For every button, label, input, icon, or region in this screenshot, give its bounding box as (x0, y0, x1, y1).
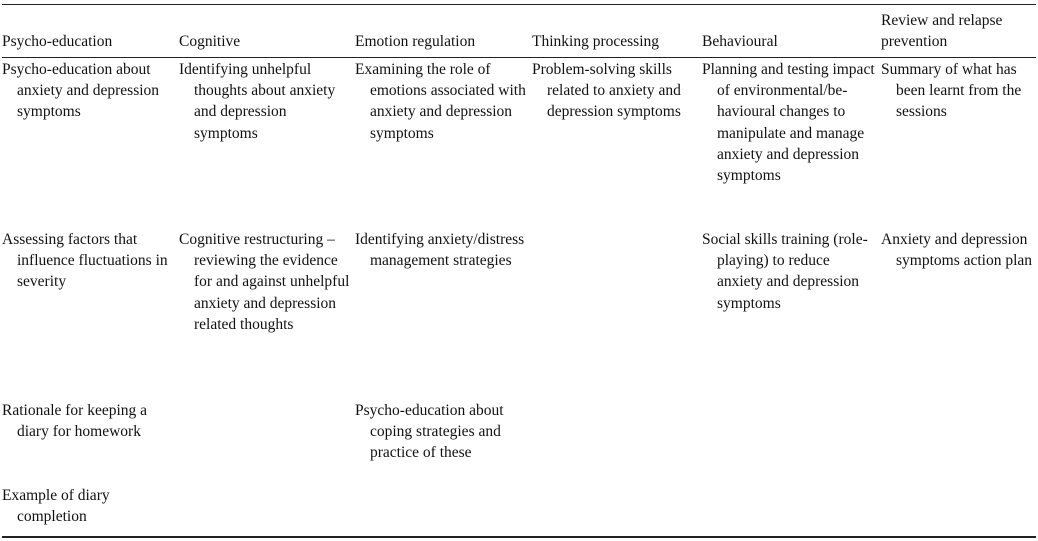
table-cell: Identifying unhelpful thoughts about anxiety and depression symptoms (179, 61, 336, 142)
table-cell: Psycho-education about anxiety and depression symptoms (2, 61, 160, 121)
column-header-cognitive: Cognitive (179, 33, 241, 50)
table-header-rule (2, 57, 1036, 58)
table-cell: Problem-solving skills related to anxiety and depression symptoms (532, 61, 681, 121)
column-header-psycho-education: Psycho-education (2, 33, 113, 50)
table-bottom-rule (2, 536, 1036, 538)
column-header-behavioural: Behavioural (702, 33, 778, 50)
table-cell: Rationale for keeping a diary for homework (2, 402, 148, 441)
table-cell: Anxiety and depression symptoms action plan (881, 231, 1033, 270)
table-cell: Identifying anxiety/distress management strategies (355, 231, 525, 270)
table-cell: Planning and testing impact of environmental/be-havioural changes to manipulate and manage anxiety and depression symptoms (702, 61, 875, 185)
table-cell: Social skills training (role-playing) to reduce anxiety and depression symptoms (702, 231, 868, 312)
intervention-table (2, 0, 1036, 541)
column-header-review-relapse-prevention: Review and relapse prevention (881, 12, 1003, 50)
table-cell: Example of diary completion (2, 487, 110, 526)
column-header-thinking-processing: Thinking processing (532, 33, 659, 50)
table-cell: Psycho-education about coping strategies and practice of these (355, 402, 504, 462)
table-cell: Assessing factors that influence fluctuations in severity (2, 231, 168, 291)
table-header-row (2, 0, 1036, 57)
table-cell: Examining the role of emotions associated with anxiety and depression symptoms (355, 61, 526, 142)
table-cell: Summary of what has been learnt from the sessions (881, 61, 1022, 121)
table-cell: Cognitive restructuring – reviewing the evidence for and against unhelpful anxiety and depression related thoughts (179, 231, 350, 333)
column-header-emotion-regulation: Emotion regulation (355, 33, 476, 50)
